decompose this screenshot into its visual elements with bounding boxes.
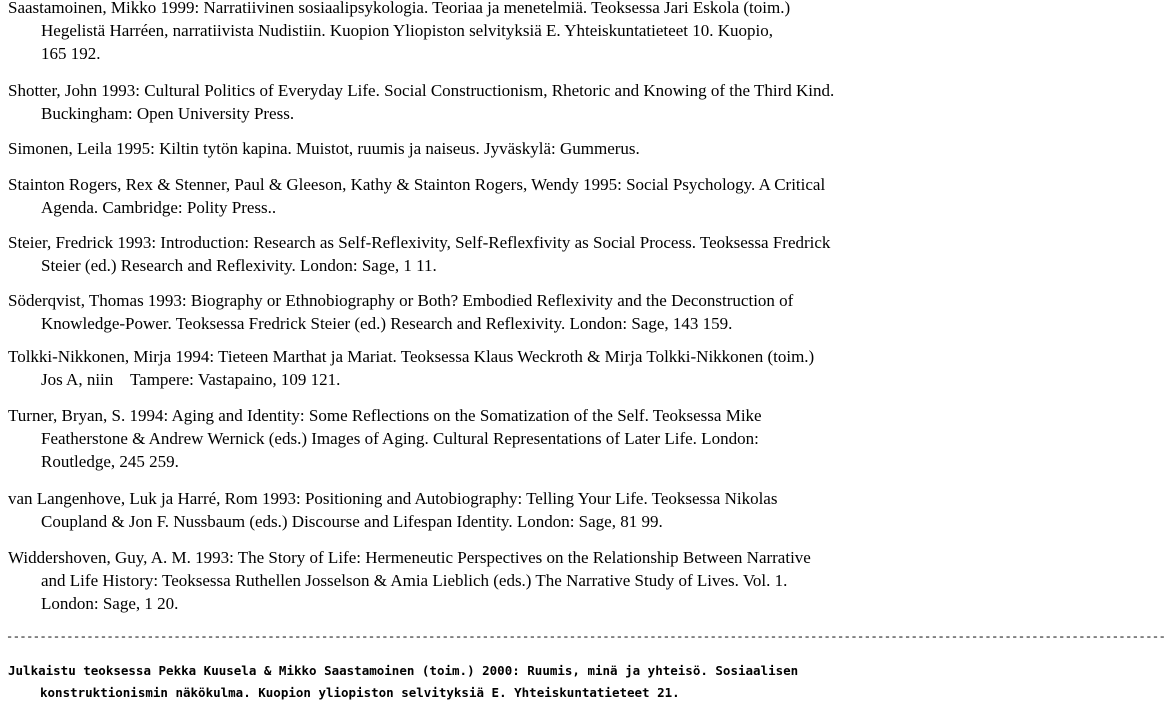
reference-line: Featherstone & Andrew Wernick (eds.) Images of Aging. Cultural Representations of Later Life. London:: [41, 429, 759, 448]
reference-line: Routledge, 245 259.: [41, 452, 179, 471]
reference-line: Tolkki-Nikkonen, Mirja 1994: Tieteen Marthat ja Mariat. Teoksessa Klaus Weckroth & Mirja Tolkki-Nikkonen (toim.): [8, 347, 815, 366]
reference-entry: [8, 137, 958, 160]
reference-line: Agenda. Cambridge: Polity Press..: [41, 198, 277, 217]
reference-line: Jos A, niin Tampere: Vastapaino, 109 121.: [41, 370, 341, 389]
reference-entry: [8, 289, 958, 335]
reference-line: and Life History: Teoksessa Ruthellen Josselson & Amia Lieblich (eds.) The Narrative Study of Lives. Vol. 1.: [41, 571, 788, 590]
reference-line: Shotter, John 1993: Cultural Politics of Everyday Life. Social Constructionism, Rhetoric and Knowing of the Third Kind.: [8, 81, 835, 100]
reference-line: Simonen, Leila 1995: Kiltin tytön kapina. Muistot, ruumis ja naiseus. Jyväskylä: Gummerus.: [8, 139, 640, 158]
reference-entry: [8, 0, 958, 65]
reference-line: Turner, Bryan, S. 1994: Aging and Identity: Some Reflections on the Somatization of the Self. Teoksessa Mike: [8, 406, 762, 425]
reference-line: Widdershoven, Guy, A. M. 1993: The Story of Life: Hermeneutic Perspectives on the Relationship Between Narrative: [8, 548, 811, 567]
reference-entry: [8, 231, 958, 277]
reference-entry: [8, 546, 958, 615]
reference-entry: [8, 173, 958, 219]
reference-entry: [8, 79, 958, 125]
reference-line: Coupland & Jon F. Nussbaum (eds.) Discourse and Lifespan Identity. London: Sage, 81 99.: [41, 512, 663, 531]
reference-line: Buckingham: Open University Press.: [41, 104, 295, 123]
reference-line: Steier (ed.) Research and Reflexivity. London: Sage, 1 11.: [41, 256, 437, 275]
publication-footer: [8, 660, 958, 704]
reference-line: 165 192.: [41, 44, 101, 63]
footer-line: Julkaistu teoksessa Pekka Kuusela & Mikko Saastamoinen (toim.) 2000: Ruumis, minä ja yhteisö. Sosiaalisen: [8, 663, 799, 678]
reference-entry: [8, 487, 958, 533]
reference-entry: [8, 345, 958, 391]
reference-line: Knowledge-Power. Teoksessa Fredrick Steier (ed.) Research and Reflexivity. London: Sage, 143 159.: [41, 314, 733, 333]
reference-line: Steier, Fredrick 1993: Introduction: Research as Self-Reflexivity, Self-Reflexfivity as Social Process. Teoksessa Fredrick: [8, 233, 831, 252]
reference-line: Stainton Rogers, Rex & Stenner, Paul & Gleeson, Kathy & Stainton Rogers, Wendy 1995: Social Psychology. A Critical: [8, 175, 826, 194]
reference-line: London: Sage, 1 20.: [41, 594, 179, 613]
reference-line: Hegelistä Harréen, narratiivista Nudistiin. Kuopion Yliopiston selvityksiä E. Yhteiskuntatieteet 10. Kuopio,: [41, 21, 773, 40]
reference-line: Saastamoinen, Mikko 1999: Narratiivinen sosiaalipsykologia. Teoriaa ja menetelmiä. Teoksessa Jari Eskola (toim.): [8, 0, 791, 17]
reference-line: Söderqvist, Thomas 1993: Biography or Ethnobiography or Both? Embodied Reflexivity and the Deconstruction of: [8, 291, 794, 310]
dashed-divider: -----------------------------------------------------------------------------------------------------------------------------------------------------------------------------: [6, 630, 1165, 644]
footer-line: konstruktionismin näkökulma. Kuopion yliopiston selvityksiä E. Yhteiskuntatieteet 21.: [40, 685, 680, 700]
reference-line: van Langenhove, Luk ja Harré, Rom 1993: Positioning and Autobiography: Telling Your Life. Teoksessa Nikolas: [8, 489, 778, 508]
reference-entry: [8, 404, 958, 473]
